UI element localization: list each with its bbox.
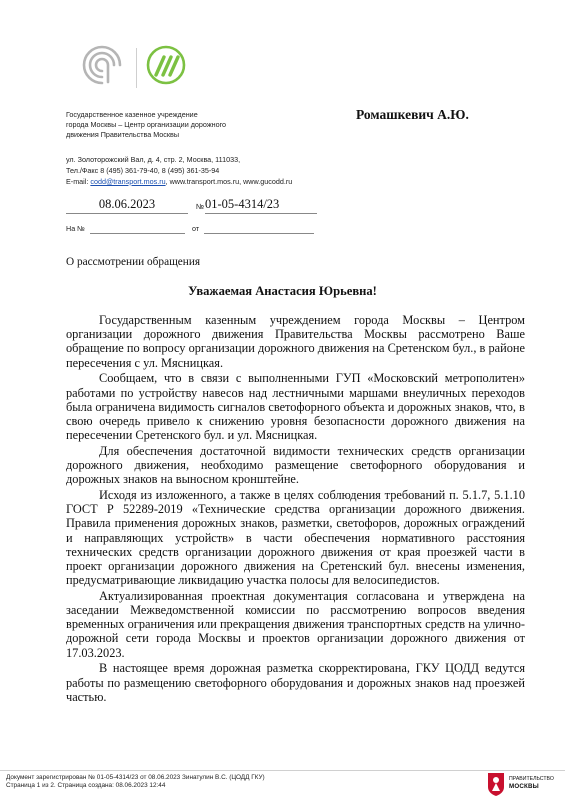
- org-line: Государственное казенное учреждение: [66, 110, 198, 119]
- address: ул. Золоторожский Вал, д. 4, стр. 2, Москва, 111033,: [66, 155, 241, 164]
- email-link[interactable]: codd@transport.mos.ru: [90, 176, 166, 186]
- org-name: [66, 110, 286, 141]
- from-line: [204, 233, 314, 234]
- registration-date: 08.06.2023: [66, 197, 188, 214]
- footer-line: Документ зарегистрирован № 01-05-4314/23 от 08.06.2023 Зинатулин В.С. (ЦОДД ГКУ): [6, 774, 265, 781]
- footer-line: Страница 1 из 2. Страница создана: 08.06.2023 12:44: [6, 782, 166, 789]
- greeting: Уважаемая Анастасия Юрьевна!: [188, 284, 377, 298]
- gov-logo-text: [509, 776, 554, 790]
- paragraph: Исходя из изложенного, а также в целях соблюдения требований п. 5.1.7, 5.1.10 ГОСТ Р 52289-2019 «Технические средства организации дорожного движения. Правила применения дорожных знаков, разметки, светофоров, дорожных ограждений и направляющих устройств» в части обеспечения нормативного расстояния технических средств организации дорожного движения от края проезжей части в проект организации дорожного движения на Сретенский бул. внесены изменения, предусматривающие ликвидацию участка полосы для велосипедистов.: [66, 487, 525, 588]
- on-number-line: [90, 233, 185, 234]
- gov-line: ПРАВИТЕЛЬСТВО: [509, 776, 554, 782]
- recipient-name: Ромашкевич А.Ю.: [356, 107, 469, 122]
- email-row: [66, 177, 366, 188]
- codd-logo: [80, 44, 190, 88]
- on-number-label: На №: [66, 224, 85, 233]
- letter-body: [66, 313, 525, 705]
- paragraph: Государственным казенным учреждением города Москвы – Центром организации дорожного движения Правительства Москвы рассмотрено Ваше обращение по вопросу организации дорожного движения на Сретенском бул., в районе пересечения с ул. Мясницкая.: [66, 313, 525, 370]
- registration-number-label: №: [196, 202, 205, 211]
- org-line: города Москвы – Центр организации дорожного: [66, 120, 227, 130]
- web-links: , www.transport.mos.ru, www.gucodd.ru: [165, 176, 293, 186]
- registration-number: 01-05-4314/23: [205, 197, 317, 214]
- paragraph: Актуализированная проектная документация согласована и утверждена на заседании Межведомственной комиссии по рассмотрению вопросов введения временных ограничения или прекращения движения транспортных средств на улично-дорожной сети города Москвы и проектов организации дорожного движения от 17.03.2023.: [66, 588, 525, 660]
- footer-registration: [6, 774, 265, 790]
- email-label: E-mail:: [66, 176, 91, 186]
- paragraph: Для обеспечения достаточной видимости технических средств организации дорожного движения, необходимо размещение светофорного оборудования и дорожных знаков на выносном кронштейне.: [66, 443, 525, 487]
- org-line: движения Правительства Москвы: [66, 130, 180, 140]
- footer-divider: [0, 770, 565, 771]
- subject: О рассмотрении обращения: [66, 256, 201, 268]
- gov-line: МОСКВЫ: [509, 783, 539, 790]
- logo-divider: [136, 48, 137, 88]
- phones: Тел./Факс 8 (495) 361-79-40, 8 (495) 361-35-94: [66, 165, 220, 175]
- paragraph: Сообщаем, что в связи с выполненными ГУП «Московский метрополитен» работами по устройству навесов над лестничными маршами внеуличных переходов была ограничена видимость сигналов светофорного объекта и дорожных знаков, что, в свою очередь привело к снижению уровня безопасности дорожного движения на пересечении Сретенского бул. и ул. Мясницкая.: [66, 371, 525, 443]
- codd-emblem-icon: [80, 44, 190, 88]
- from-label: от: [192, 224, 200, 233]
- moscow-emblem-icon: [487, 771, 505, 797]
- paragraph: В настоящее время дорожная разметка скорректирована, ГКУ ЦОДД ведутся работы по размещению светофорного оборудования и дорожных знаков над проезжей частью.: [66, 661, 525, 704]
- contact-info: [66, 155, 366, 187]
